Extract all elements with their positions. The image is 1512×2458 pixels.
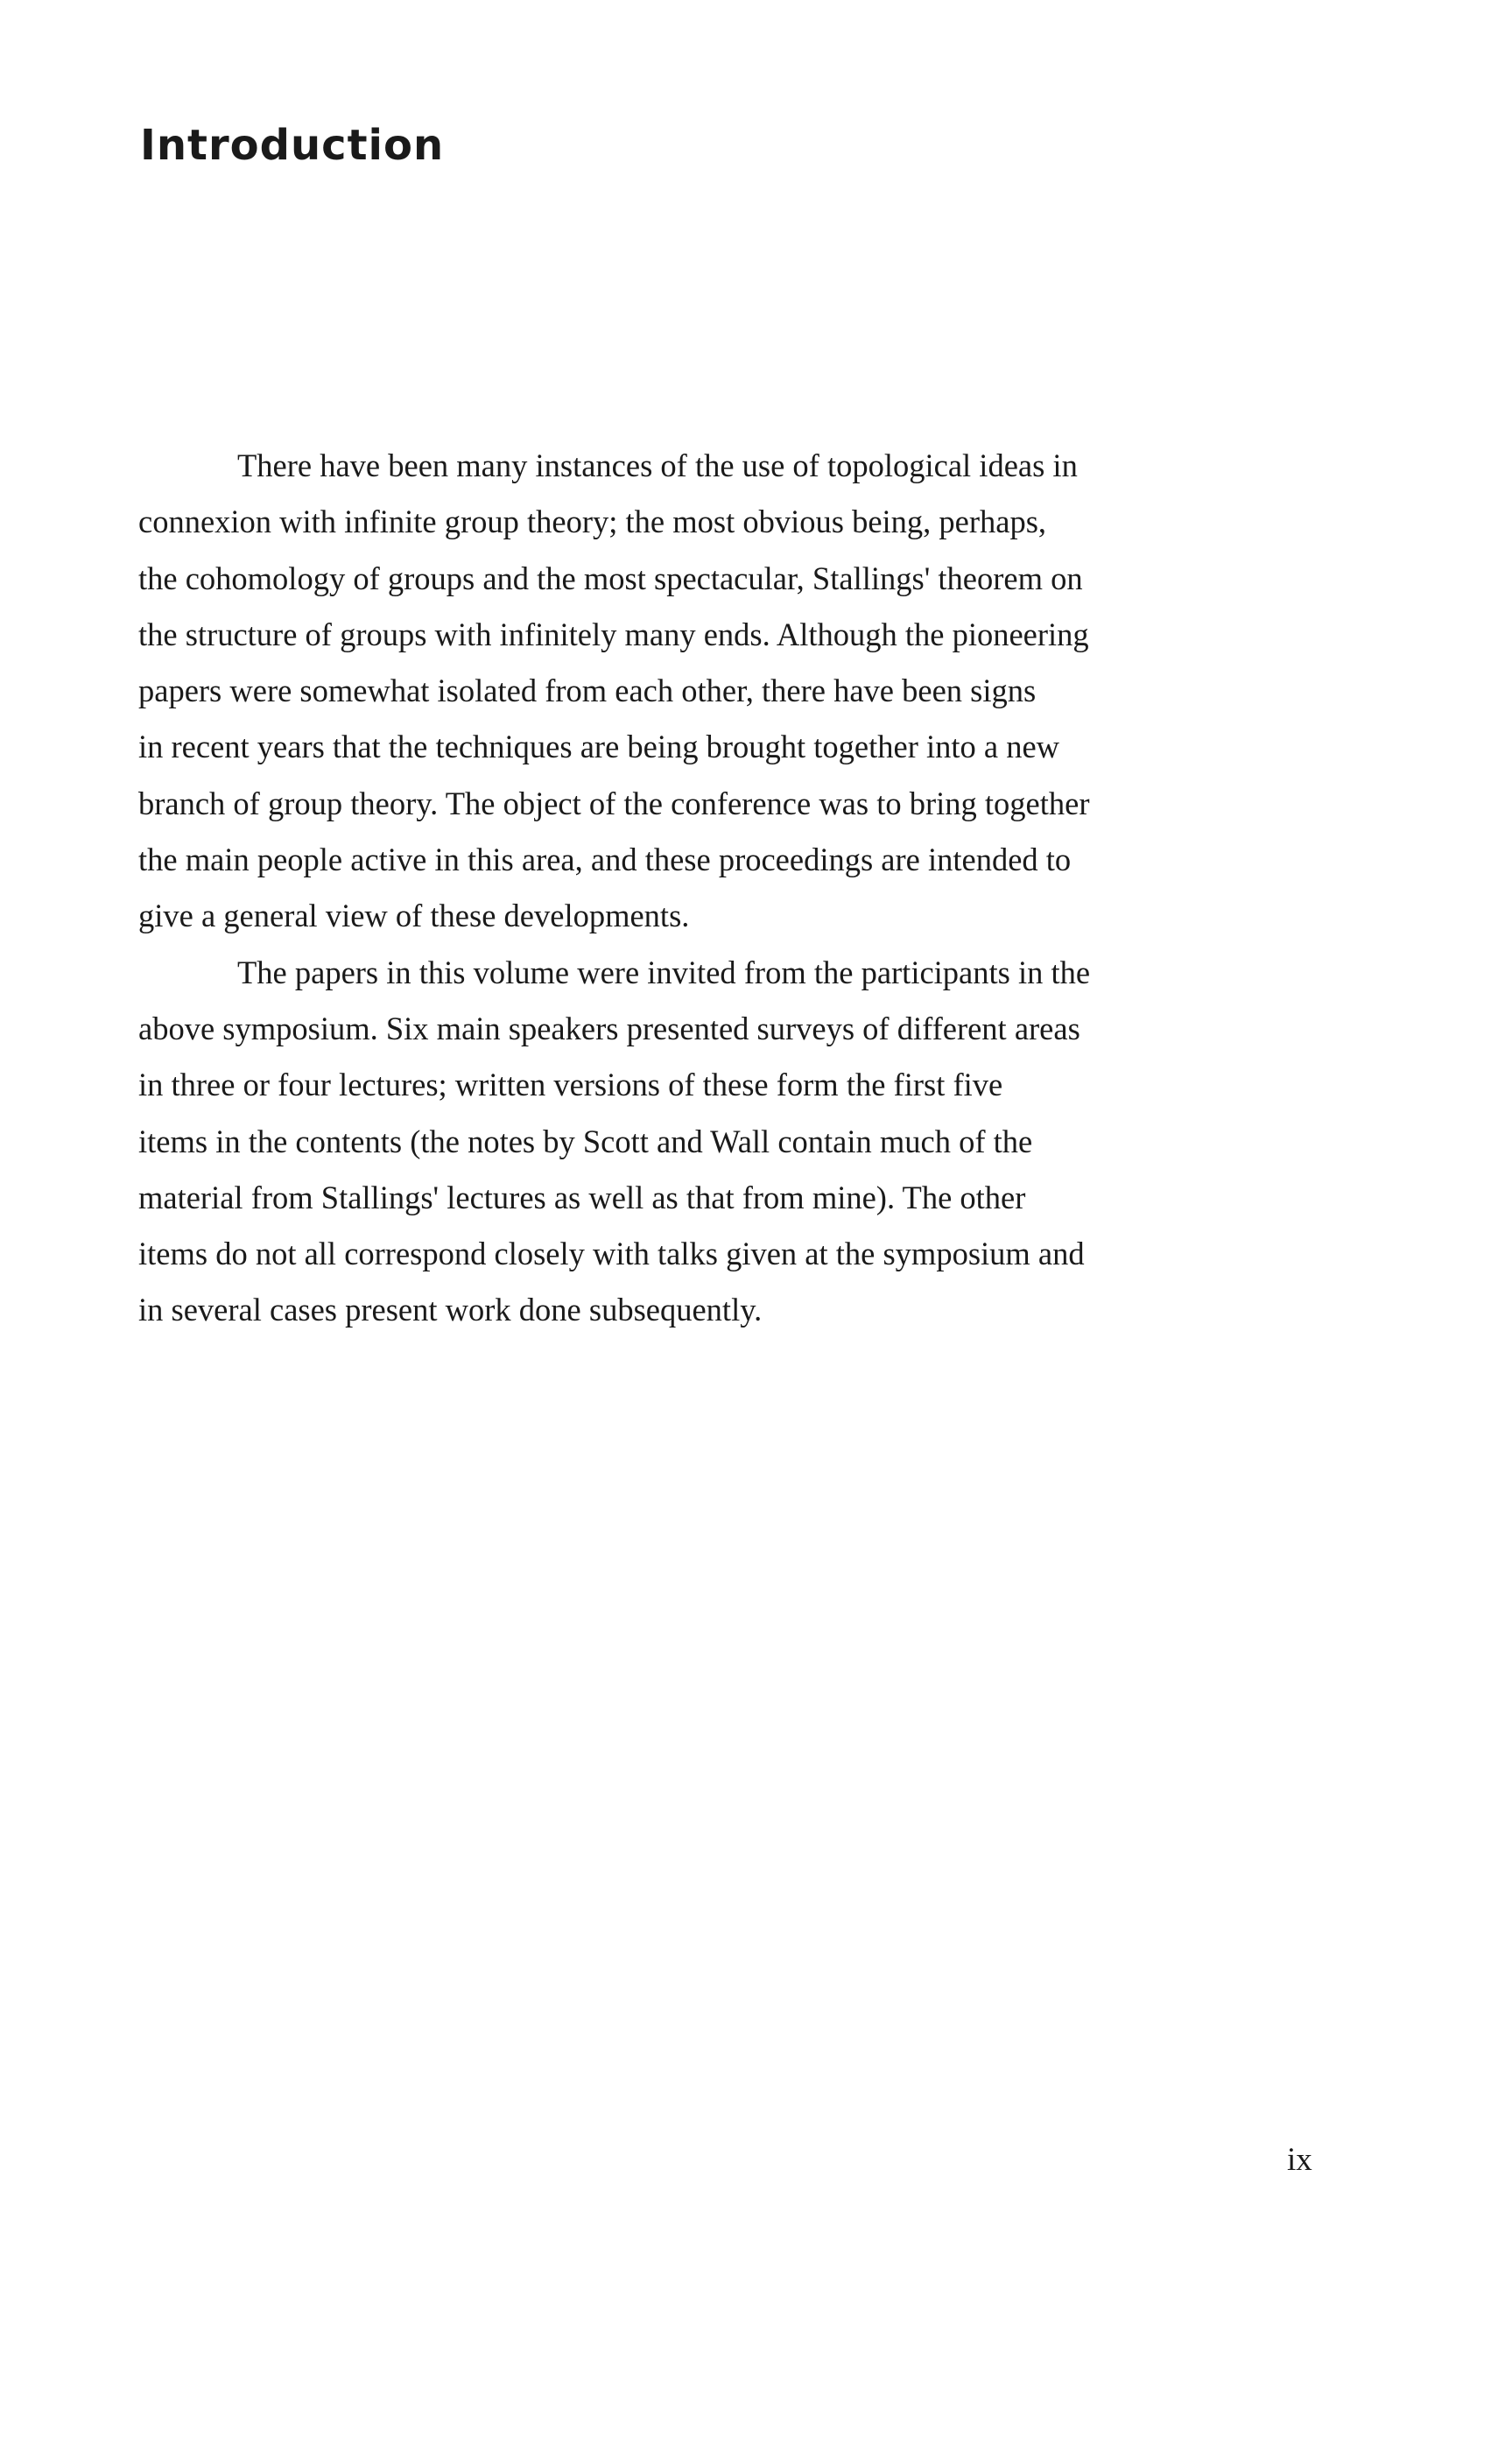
text-line: The papers in this volume were invited from the participants in the [237, 954, 1091, 990]
text-line: the main people active in this area, and these proceedings are intended to [138, 842, 1072, 878]
text-line: items do not all correspond closely with talks given at the symposium and [138, 1236, 1085, 1272]
page-heading: Introduction [140, 121, 445, 170]
paragraph-1 [138, 438, 1390, 945]
paragraph-2 [138, 945, 1390, 1339]
text-line: above symposium. Six main speakers presented surveys of different areas [138, 1010, 1080, 1046]
text-line: in three or four lectures; written versions of these form the first five [138, 1067, 1003, 1103]
text-line: the cohomology of groups and the most spectacular, Stallings' theorem on [138, 560, 1083, 596]
body-text [138, 438, 1390, 1339]
text-line: material from Stallings' lectures as well as that from mine). The other [138, 1179, 1026, 1215]
text-line: There have been many instances of the use of topological ideas in [237, 447, 1078, 483]
text-line: the structure of groups with infinitely many ends. Although the pioneering [138, 616, 1089, 652]
text-line: in recent years that the techniques are being brought together into a new [138, 729, 1060, 765]
page-number: ix [1287, 2142, 1312, 2178]
text-line: give a general view of these developments. [138, 898, 690, 934]
text-line: branch of group theory. The object of the conference was to bring together [138, 785, 1090, 821]
text-line: items in the contents (the notes by Scott and Wall contain much of the [138, 1123, 1033, 1159]
text-line: in several cases present work done subsequently. [138, 1292, 763, 1328]
text-line: connexion with infinite group theory; the most obvious being, perhaps, [138, 504, 1047, 540]
text-line: papers were somewhat isolated from each other, there have been signs [138, 673, 1037, 709]
